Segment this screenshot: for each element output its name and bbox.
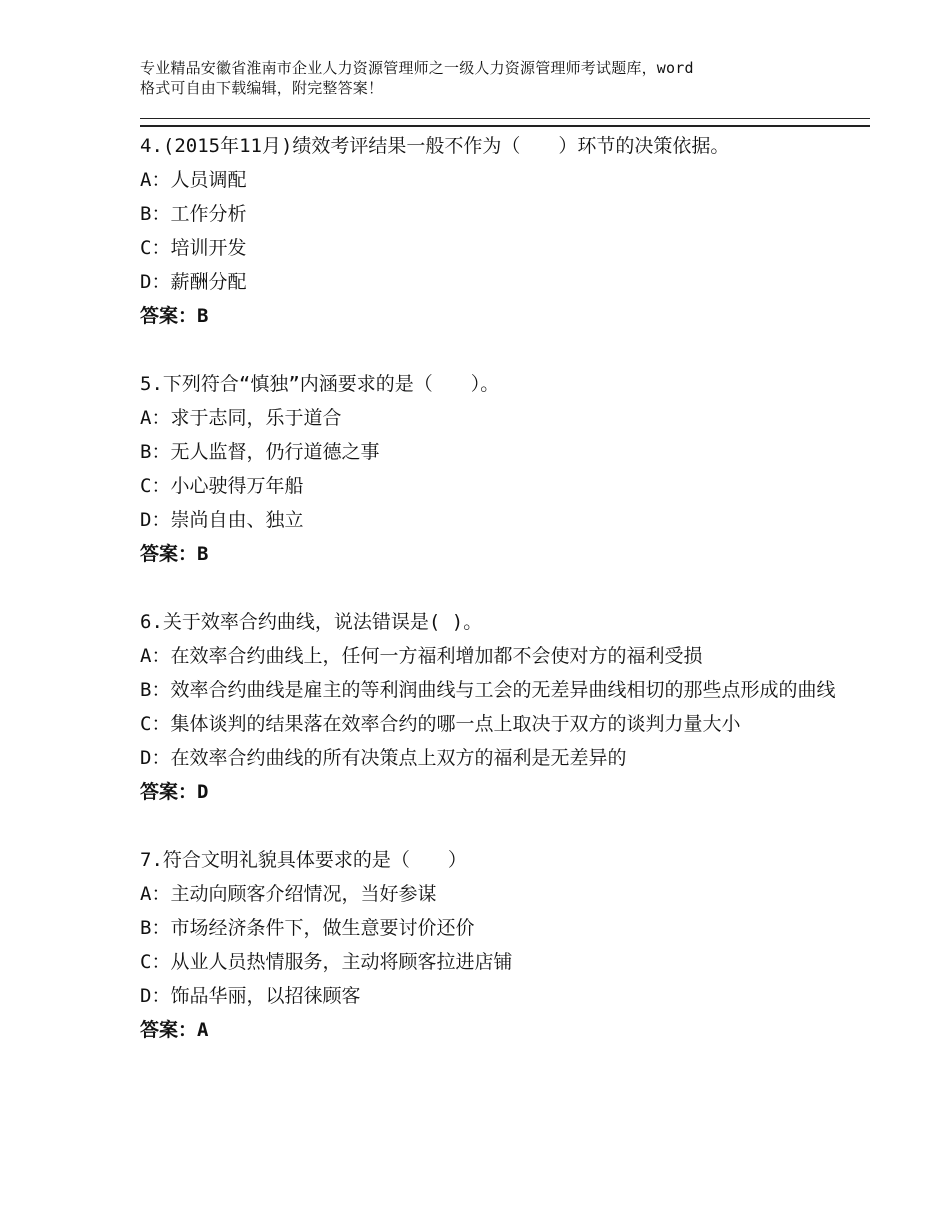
option-a: A：主动向顾客介绍情况，当好参谋 (140, 883, 437, 905)
option-d: D：饰品华丽，以招徕顾客 (140, 985, 361, 1007)
answer-text: 答案：D (140, 781, 209, 803)
answer-text: 答案：B (140, 543, 209, 565)
option-c: C：小心驶得万年船 (140, 475, 304, 497)
option-b: B：效率合约曲线是雇主的等利润曲线与工会的无差异曲线相切的那些点形成的曲线 (140, 679, 836, 701)
option-c: C：集体谈判的结果落在效率合约的哪一点上取决于双方的谈判力量大小 (140, 713, 741, 735)
option-c: C：培训开发 (140, 237, 247, 259)
question-7 (140, 843, 870, 1047)
answer-text: 答案：A (140, 1019, 209, 1041)
header-line-1: 专业精品安徽省淮南市企业人力资源管理师之一级人力资源管理师考试题库，word (140, 59, 694, 77)
question-6 (140, 605, 870, 809)
question-5 (140, 367, 870, 571)
document-page (140, 58, 870, 1047)
question-stem: 5.下列符合“慎独”内涵要求的是（ ）。 (140, 373, 500, 395)
answer-text: 答案：B (140, 305, 209, 327)
header-line-2: 格式可自由下载编辑，附完整答案！ (140, 79, 384, 97)
document-header (140, 58, 870, 98)
option-a: A：在效率合约曲线上，任何一方福利增加都不会使对方的福利受损 (140, 645, 703, 667)
option-d: D：薪酬分配 (140, 271, 247, 293)
question-stem: 4.(2015年11月)绩效考评结果一般不作为（ ）环节的决策依据。 (140, 135, 730, 157)
option-d: D：崇尚自由、独立 (140, 509, 304, 531)
option-b: B：无人监督，仍行道德之事 (140, 441, 380, 463)
question-stem: 6.关于效率合约曲线，说法错误是( )。 (140, 611, 483, 633)
option-a: A：求于志同，乐于道合 (140, 407, 342, 429)
option-b: B：工作分析 (140, 203, 247, 225)
question-4 (140, 129, 870, 333)
question-stem: 7.符合文明礼貌具体要求的是（ ） (140, 849, 467, 871)
option-d: D：在效率合约曲线的所有决策点上双方的福利是无差异的 (140, 747, 627, 769)
header-divider (140, 118, 870, 127)
option-b: B：市场经济条件下，做生意要讨价还价 (140, 917, 475, 939)
option-c: C：从业人员热情服务，主动将顾客拉进店铺 (140, 951, 513, 973)
option-a: A：人员调配 (140, 169, 247, 191)
